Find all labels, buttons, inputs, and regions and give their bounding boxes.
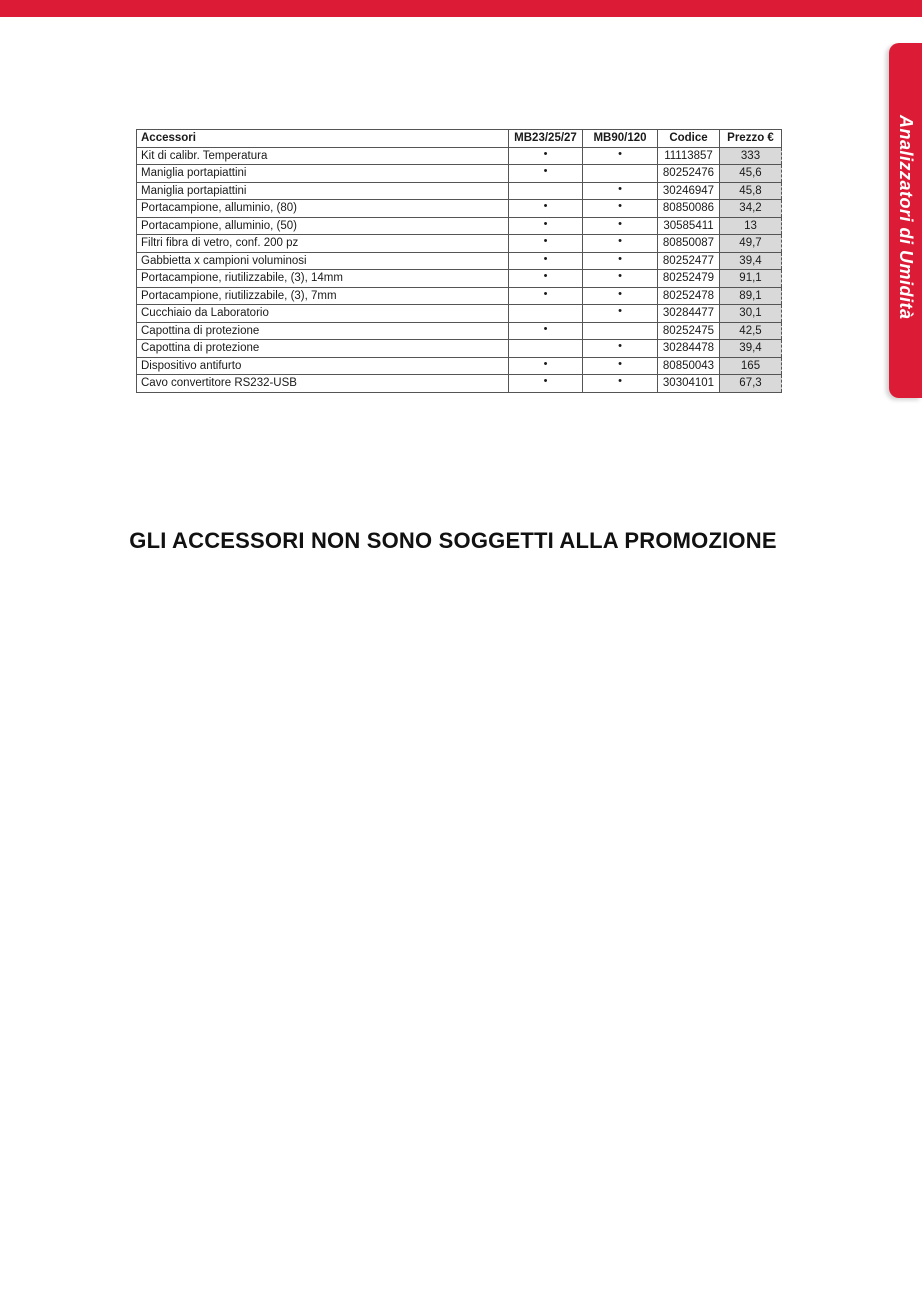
cell-mb-small — [509, 182, 583, 200]
cell-code: 80850086 — [658, 200, 720, 218]
cell-price: 67,3 — [720, 375, 782, 393]
cell-code: 80850087 — [658, 235, 720, 253]
cell-mb-small — [509, 305, 583, 323]
header-prezzo: Prezzo € — [720, 130, 782, 148]
cell-price: 91,1 — [720, 270, 782, 288]
cell-mb-small: • — [509, 287, 583, 305]
cell-mb-small — [509, 340, 583, 358]
cell-mb-large: • — [583, 235, 658, 253]
cell-code: 11113857 — [658, 147, 720, 165]
cell-code: 30284478 — [658, 340, 720, 358]
cell-description: Portacampione, riutilizzabile, (3), 7mm — [137, 287, 509, 305]
table-row — [137, 147, 782, 165]
cell-description: Cavo convertitore RS232-USB — [137, 375, 509, 393]
table-row — [137, 357, 782, 375]
cell-description: Kit di calibr. Temperatura — [137, 147, 509, 165]
cell-mb-large — [583, 322, 658, 340]
table-row — [137, 287, 782, 305]
top-accent-bar — [0, 0, 922, 17]
cell-description: Dispositivo antifurto — [137, 357, 509, 375]
cell-mb-large: • — [583, 200, 658, 218]
cell-price: 333 — [720, 147, 782, 165]
promotion-notice: GLI ACCESSORI NON SONO SOGGETTI ALLA PROMOZIONE — [129, 528, 777, 553]
cell-mb-large: • — [583, 182, 658, 200]
header-mb-large: MB90/120 — [583, 130, 658, 148]
cell-mb-large: • — [583, 147, 658, 165]
cell-price: 39,4 — [720, 252, 782, 270]
cell-price: 89,1 — [720, 287, 782, 305]
cell-mb-small: • — [509, 252, 583, 270]
section-side-tab-label: Analizzatori di Umidità — [896, 115, 916, 320]
cell-price: 45,6 — [720, 165, 782, 183]
cell-mb-small: • — [509, 270, 583, 288]
cell-code: 80252475 — [658, 322, 720, 340]
table-row — [137, 305, 782, 323]
cell-code: 30284477 — [658, 305, 720, 323]
accessories-table — [136, 129, 782, 393]
table-row — [137, 270, 782, 288]
cell-mb-large: • — [583, 375, 658, 393]
table-header-row — [137, 130, 782, 148]
cell-mb-large: • — [583, 252, 658, 270]
cell-description: Filtri fibra di vetro, conf. 200 pz — [137, 235, 509, 253]
cell-code: 30585411 — [658, 217, 720, 235]
cell-description: Portacampione, riutilizzabile, (3), 14mm — [137, 270, 509, 288]
cell-description: Capottina di protezione — [137, 340, 509, 358]
cell-mb-large: • — [583, 217, 658, 235]
cell-price: 30,1 — [720, 305, 782, 323]
cell-price: 165 — [720, 357, 782, 375]
cell-mb-large: • — [583, 270, 658, 288]
table-row — [137, 375, 782, 393]
cell-price: 34,2 — [720, 200, 782, 218]
cell-code: 80252478 — [658, 287, 720, 305]
cell-code: 30246947 — [658, 182, 720, 200]
table-row — [137, 252, 782, 270]
cell-mb-small: • — [509, 165, 583, 183]
cell-mb-small: • — [509, 357, 583, 375]
header-accessori: Accessori — [137, 130, 509, 148]
header-mb-small: MB23/25/27 — [509, 130, 583, 148]
cell-price: 49,7 — [720, 235, 782, 253]
table-row — [137, 340, 782, 358]
cell-description: Gabbietta x campioni voluminosi — [137, 252, 509, 270]
cell-description: Maniglia portapiattini — [137, 165, 509, 183]
cell-mb-small: • — [509, 235, 583, 253]
cell-mb-small: • — [509, 200, 583, 218]
cell-mb-large: • — [583, 287, 658, 305]
cell-description: Capottina di protezione — [137, 322, 509, 340]
cell-description: Portacampione, alluminio, (50) — [137, 217, 509, 235]
table-row — [137, 322, 782, 340]
table-row — [137, 200, 782, 218]
cell-mb-large: • — [583, 340, 658, 358]
cell-code: 80850043 — [658, 357, 720, 375]
cell-description: Cucchiaio da Laboratorio — [137, 305, 509, 323]
section-side-tab — [889, 43, 922, 398]
cell-mb-large: • — [583, 357, 658, 375]
table-row — [137, 165, 782, 183]
cell-mb-large: • — [583, 305, 658, 323]
cell-price: 42,5 — [720, 322, 782, 340]
cell-mb-small: • — [509, 375, 583, 393]
cell-mb-small: • — [509, 322, 583, 340]
cell-price: 13 — [720, 217, 782, 235]
cell-description: Portacampione, alluminio, (80) — [137, 200, 509, 218]
cell-mb-large — [583, 165, 658, 183]
cell-code: 80252479 — [658, 270, 720, 288]
table-row — [137, 217, 782, 235]
table-body — [137, 147, 782, 392]
cell-code: 80252476 — [658, 165, 720, 183]
cell-code: 80252477 — [658, 252, 720, 270]
cell-description: Maniglia portapiattini — [137, 182, 509, 200]
cell-mb-small: • — [509, 147, 583, 165]
table-row — [137, 182, 782, 200]
cell-code: 30304101 — [658, 375, 720, 393]
header-codice: Codice — [658, 130, 720, 148]
table-row — [137, 235, 782, 253]
cell-price: 45,8 — [720, 182, 782, 200]
cell-mb-small: • — [509, 217, 583, 235]
cell-price: 39,4 — [720, 340, 782, 358]
